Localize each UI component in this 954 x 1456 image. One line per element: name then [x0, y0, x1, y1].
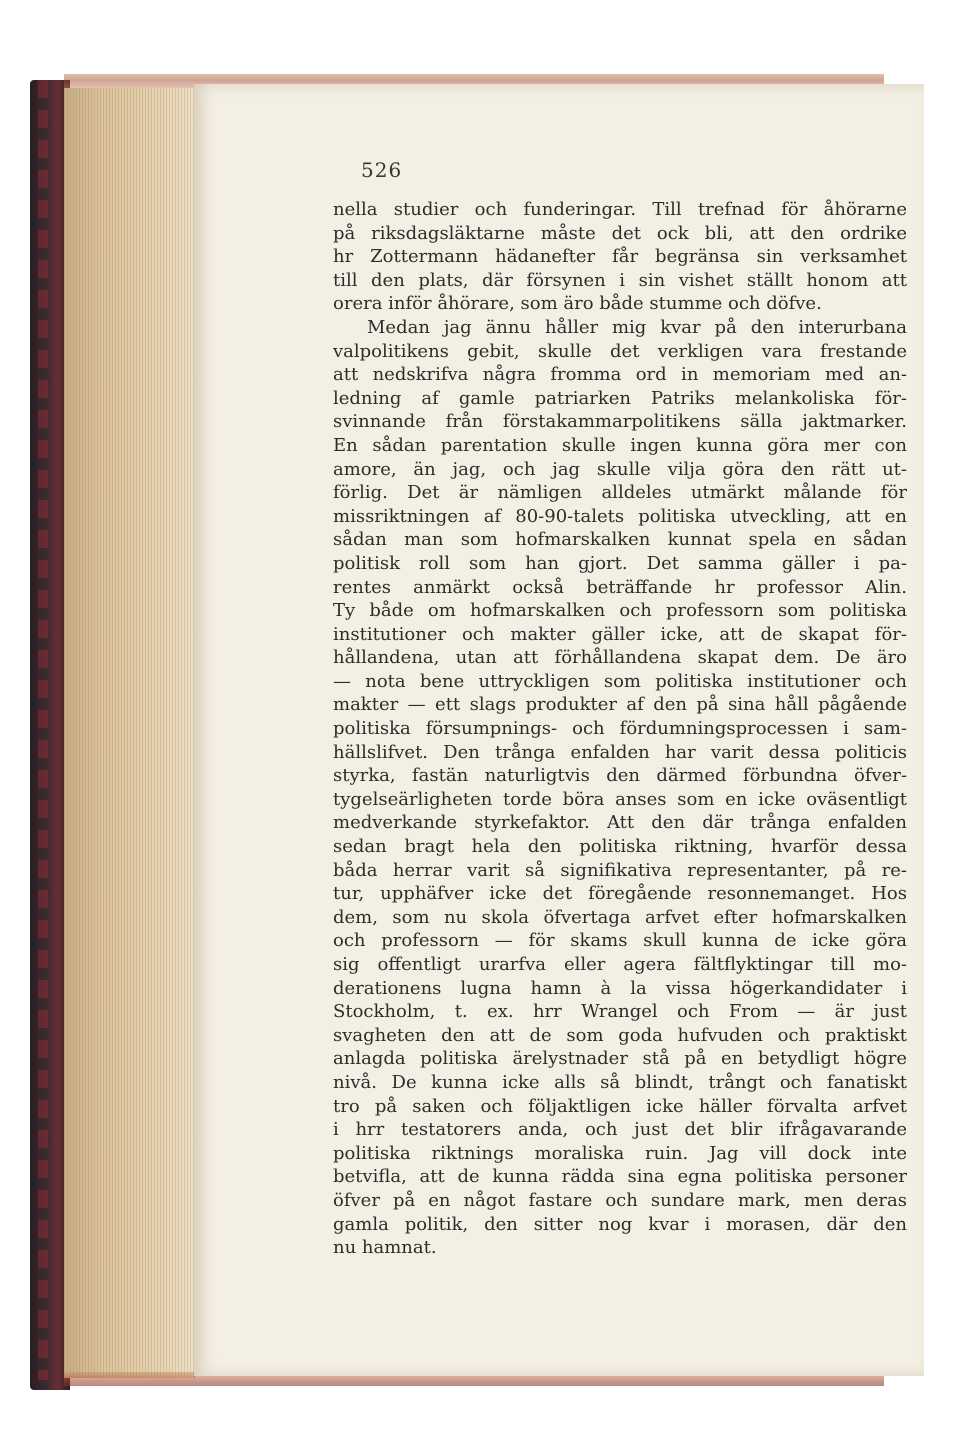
text-line: betvifla, att de kunna rädda sina egna politiska personer [333, 1166, 907, 1188]
text-line: politisk roll som han gjort. Det samma gäller i pa- [333, 552, 907, 574]
text-line: i hrr testatorers anda, och just det blir ifrågavarande [333, 1119, 907, 1141]
text-line: dem, som nu skola öfvertaga arfvet efter hofmarskalken [333, 906, 907, 928]
text-line: Ty både om hofmarskalken och professorn som politiska [333, 600, 907, 622]
text-line: på riksdagsläktarne måste det ock bli, att den ordrike [333, 222, 907, 244]
text-line: politiska riktnings moraliska ruin. Jag vill dock inte [333, 1142, 907, 1164]
text-line: rentes anmärkt också beträffande hr professor Alin. [333, 576, 907, 598]
text-line: svagheten den att de som goda hufvuden och praktiskt [333, 1024, 907, 1046]
text-line: En sådan parentation skulle ingen kunna göra mer con [333, 434, 907, 456]
text-line: öfver på en något fastare och sundare mark, men deras [333, 1189, 907, 1211]
text-line: svinnande från förstakammarpolitikens sälla jaktmarker. [333, 411, 907, 433]
page-number: 526 [361, 158, 403, 182]
text-line: Stockholm, t. ex. hrr Wrangel och From — är just [333, 1001, 907, 1023]
page-stack-side-edge [64, 88, 195, 1378]
text-line: amore, än jag, och jag skulle vilja göra den rätt ut- [333, 458, 907, 480]
text-line: institutioner och makter gäller icke, att de skapat för- [333, 623, 907, 645]
text-line: valpolitikens gebit, skulle det verkligen vara frestande [333, 340, 907, 362]
text-line: båda herrar varit så signifikativa representanter, på re- [333, 859, 907, 881]
text-line: tro på saken och följaktligen icke häller förvalta arfvet [333, 1095, 907, 1117]
text-line: Medan jag ännu håller mig kvar på den interurbana [367, 316, 907, 338]
text-line: sig offentligt urarfva eller agera fältflyktingar till mo- [333, 954, 907, 975]
text-line: missriktningen af 80-90-talets politiska utveckling, att en [333, 505, 907, 527]
text-line: anlagda politiska ärelystnader stå på en betydligt högre [333, 1048, 907, 1070]
text-line: att nedskrifva några fromma ord in memoriam med an- [333, 364, 907, 386]
text-line: hållandena, utan att förhållandena skapat dem. De äro [333, 647, 907, 669]
text-line: sedan bragt hela den politiska riktning, hvarför dessa [333, 836, 907, 858]
text-line: nivå. De kunna icke alls så blindt, trångt och fanatiskt [333, 1071, 907, 1093]
text-line: orera inför åhörare, som äro både stumme och döfve. [333, 293, 822, 315]
text-line: nella studier och funderingar. Till trefnad för åhörarne [333, 199, 907, 220]
text-line: tur, upphäfver icke det föregående resonnemanget. Hos [333, 883, 907, 905]
body-text [333, 198, 907, 1260]
text-line: tygelseärligheten torde böra anses som en icke oväsentligt [333, 788, 907, 810]
text-line: ledning af gamle patriarken Patriks melankoliska för- [333, 387, 907, 409]
text-line: och professorn — för skams skull kunna de icke göra [333, 930, 907, 952]
text-line: nu hamnat. [333, 1237, 437, 1259]
text-line: makter — ett slags produkter af den på sina håll pågående [333, 694, 907, 716]
text-line: styrka, fastän naturligtvis den därmed förbundna öfver- [333, 765, 907, 787]
text-line: politiska försumpnings- och fördumningsprocessen i sam- [333, 718, 907, 740]
text-line: medverkande styrkefaktor. Att den där trånga enfalden [333, 812, 907, 834]
text-line: derationens lugna hamn à la vissa högerkandidater i [333, 977, 907, 999]
book-spine-decoration [38, 80, 48, 1380]
text-line: hällslifvet. Den trånga enfalden har varit dessa politicis [333, 741, 907, 763]
text-line: — nota bene uttryckligen som politiska institutioner och [333, 670, 907, 692]
text-line: förlig. Det är nämligen alldeles utmärkt målande för [333, 482, 907, 504]
text-line: gamla politik, den sitter nog kvar i morasen, där den [333, 1213, 907, 1235]
text-line: hr Zottermann hädanefter får begränsa sin verksamhet [333, 246, 907, 268]
text-line: till den plats, där försynen i sin vishet ställt honom att [333, 269, 907, 291]
text-line: sådan man som hofmarskalken kunnat spela en sådan [333, 529, 907, 551]
